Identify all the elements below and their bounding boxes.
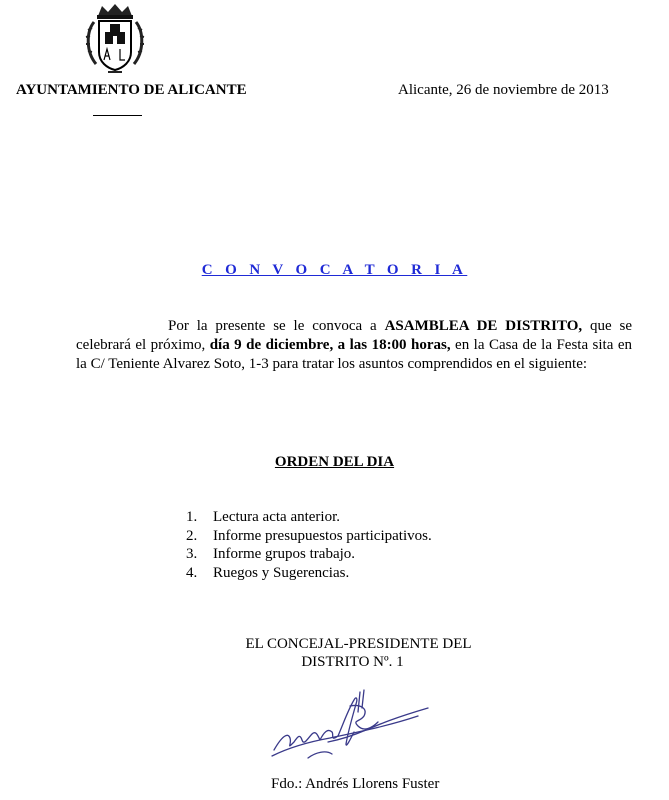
signed-name: Fdo.: Andrés Llorens Fuster [271, 776, 440, 792]
paragraph-text-1: Por la presente se le convoca a [168, 318, 385, 334]
agenda-list [186, 508, 432, 582]
agenda-item-text: Lectura acta anterior. [213, 509, 341, 525]
header-divider [93, 115, 142, 116]
document-title: C O N V O C A T O R I A [201, 262, 468, 278]
coat-of-arms-icon [84, 2, 146, 76]
signer-block [0, 635, 669, 671]
paragraph-text-3: en la Casa de la Festa sita en la C/ Teniente Alvarez Soto, 1-3 para tratar los asuntos comprendidos en el siguiente: [76, 337, 632, 372]
signer-district: DISTRITO Nº. 1 [301, 654, 404, 670]
assembly-name: ASAMBLEA DE DISTRITO, [384, 318, 583, 334]
agenda-item-number: 3. [186, 546, 198, 562]
agenda-item-number: 1. [186, 509, 198, 525]
agenda-item-number: 2. [186, 527, 198, 544]
place-and-date: Alicante, 26 de noviembre de 2013 [398, 82, 609, 98]
handwritten-signature-icon [268, 686, 436, 766]
paragraph-text-2: que se celebrará el próximo, [76, 318, 632, 353]
institution-name: AYUNTAMIENTO DE ALICANTE [16, 82, 247, 98]
agenda-item-text: Informe grupos trabajo. [213, 546, 356, 562]
agenda-item [186, 508, 432, 527]
meeting-datetime: día 9 de diciembre, a las 18:00 horas, [209, 337, 451, 353]
agenda-item-text: Informe presupuestos participativos. [213, 527, 432, 544]
convocation-paragraph [76, 317, 632, 374]
agenda-item [186, 564, 432, 583]
agenda-title: ORDEN DEL DIA [274, 454, 395, 470]
agenda-item [186, 545, 432, 564]
agenda-item [186, 527, 432, 546]
agenda-item-number: 4. [186, 564, 198, 581]
agenda-item-text: Ruegos y Sugerencias. [213, 564, 350, 581]
signer-title: EL CONCEJAL-PRESIDENTE DEL [245, 636, 472, 652]
